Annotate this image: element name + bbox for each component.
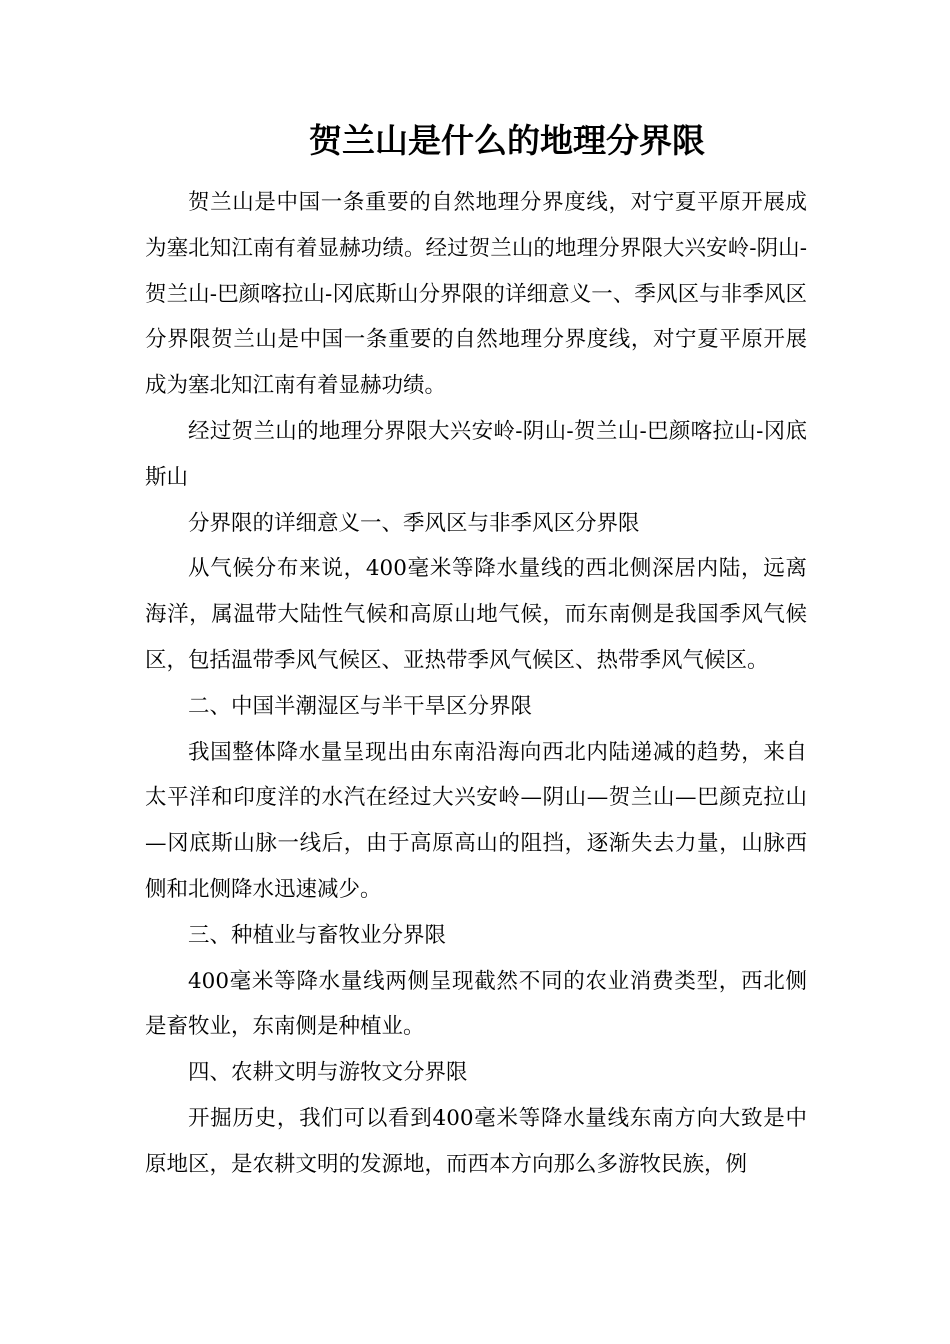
paragraph-6: 我国整体降水量呈现出由东南沿海向西北内陆递减的趋势，来自太平洋和印度洋的水汽在经过大兴安岭—阴山—贺兰山—巴颜克拉山—冈底斯山脉一线后，由于高原高山的阻挡，逐渐失去力量，山脉西侧和北侧降水迅速减少。: [145, 739, 807, 902]
paragraph-8: 400毫米等降水量线两侧呈现截然不同的农业消费类型，西北侧是畜牧业，东南侧是种植业。: [145, 968, 807, 1040]
paragraph-2: 经过贺兰山的地理分界限大兴安岭-阴山-贺兰山-巴颜喀拉山-冈底斯山: [145, 418, 807, 490]
heading-semi-humid-semi-arid: 二、中国半潮湿区与半干旱区分界限: [188, 693, 533, 719]
document-title: 贺兰山是什么的地理分界限: [309, 121, 705, 160]
paragraph-10: 开掘历史，我们可以看到400毫米等降水量线东南方向大致是中原地区，是农耕文明的发源地，而西本方向那么多游牧民族，例: [145, 1105, 807, 1177]
document-body: [145, 180, 807, 1188]
paragraph-1: 贺兰山是中国一条重要的自然地理分界度线，对宁夏平原开展成为塞北知江南有着显赫功绩。经过贺兰山的地理分界限大兴安岭-阴山-贺兰山-巴颜喀拉山-冈底斯山分界限的详细意义一、季风区与非季风区分界限贺兰山是中国一条重要的自然地理分界度线，对宁夏平原开展成为塞北知江南有着显赫功绩。: [145, 190, 807, 399]
heading-farming-nomadic-civilization: 四、农耕文明与游牧文分界限: [188, 1060, 468, 1086]
paragraph-4: 从气候分布来说，400毫米等降水量线的西北侧深居内陆，远离海洋，属温带大陆性气候和高原山地气候，而东南侧是我国季风气候区，包括温带季风气候区、亚热带季风气候区、热带季风气候区。: [145, 556, 807, 673]
paragraph-3: 分界限的详细意义一、季风区与非季风区分界限: [188, 510, 640, 536]
heading-farming-herding: 三、种植业与畜牧业分界限: [188, 922, 447, 948]
